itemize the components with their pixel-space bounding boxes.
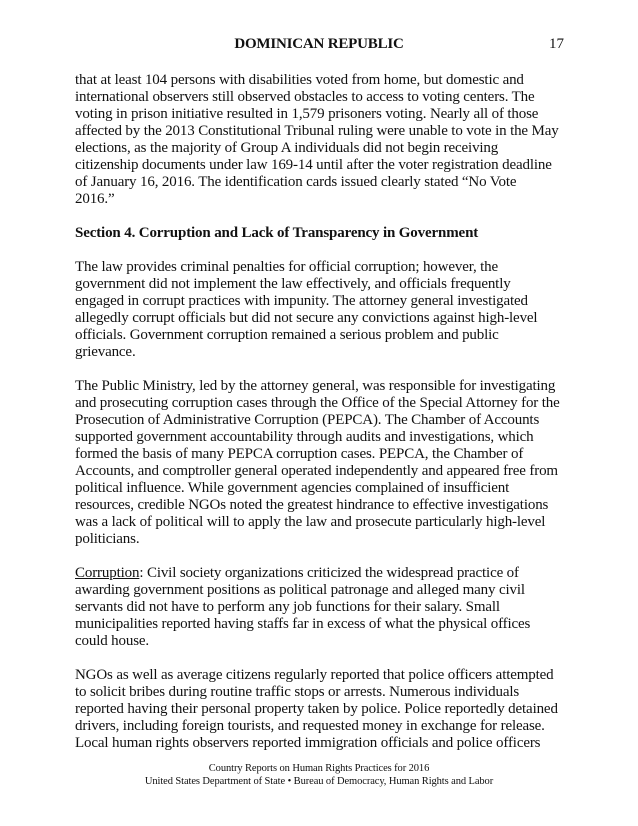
text-line: Local human rights observers reported immigration officials and police officers	[75, 735, 541, 751]
footer-line-report: Country Reports on Human Rights Practices for 2016	[208, 763, 430, 774]
text-line: and prosecuting corruption cases through the Office of the Special Attorney for the	[75, 395, 560, 411]
text-line: resources, credible NGOs noted the greatest hindrance to effective investigations	[75, 497, 549, 513]
paragraph-voting	[75, 72, 575, 208]
page-footer	[0, 762, 638, 788]
paragraph-public-ministry	[75, 378, 575, 548]
text-line: citizenship documents under law 169-14 until after the voter registration deadline	[75, 157, 552, 173]
paragraph-law-penalties	[75, 259, 575, 361]
text-line: of January 16, 2016. The identification cards issued clearly stated “No Vote	[75, 174, 517, 190]
text-span: : Civil society organizations criticized the widespread practice of	[139, 565, 519, 581]
text-line: could house.	[75, 633, 150, 649]
text-line: Prosecution of Administrative Corruption (PEPCA). The Chamber of Accounts	[75, 412, 540, 428]
text-line: was a lack of political will to apply the law and prosecute particularly high-level	[75, 514, 546, 530]
text-line: allegedly corrupt officials but did not secure any convictions against high-level	[75, 310, 538, 326]
text-line: 2016.”	[75, 191, 115, 207]
text-line: formed the basis of many PEPCA corruption cases. PEPCA, the Chamber of	[75, 446, 524, 462]
paragraph-ngos-police	[75, 667, 575, 752]
text-line: to solicit bribes during routine traffic stops or arrests. Numerous individuals	[75, 684, 520, 700]
text-line: NGOs as well as average citizens regularly reported that police officers attempted	[75, 667, 554, 683]
text-line: government did not implement the law effectively, and officials frequently	[75, 276, 511, 292]
text-line: municipalities reported having staffs far in excess of what the physical offices	[75, 616, 531, 632]
page-header	[0, 36, 638, 56]
text-line	[75, 565, 575, 582]
header-title: DOMINICAN REPUBLIC	[234, 36, 404, 52]
text-line: politicians.	[75, 531, 140, 547]
page-number: 17	[549, 36, 564, 52]
text-line: drivers, including foreign tourists, and requested money in exchange for release.	[75, 718, 545, 734]
text-line: voting in prison initiative resulted in 1,579 prisoners voting. Nearly all of those	[75, 106, 539, 122]
text-line: international observers still observed obstacles to access to voting centers. The	[75, 89, 535, 105]
text-line: Accounts, and comptroller general operated independently and appeared free from	[75, 463, 558, 479]
text-line: servants did not have to perform any job functions for their salary. Small	[75, 599, 500, 615]
text-line: The law provides criminal penalties for official corruption; however, the	[75, 259, 499, 275]
text-line: The Public Ministry, led by the attorney general, was responsible for investigating	[75, 378, 556, 394]
text-line: reported having their personal property taken by police. Police reportedly detained	[75, 701, 558, 717]
section-4-block	[75, 225, 575, 242]
text-line: supported government accountability through audits and investigations, which	[75, 429, 534, 445]
text-line: awarding government positions as political patronage and alleged many civil	[75, 582, 525, 598]
paragraph-corruption	[75, 565, 575, 650]
text-line: political influence. While government agencies complained of insufficient	[75, 480, 510, 496]
subheading-corruption: Corruption	[75, 565, 140, 581]
text-line: affected by the 2013 Constitutional Tribunal ruling were unable to vote in the May	[75, 123, 559, 139]
footer-line-department: United States Department of State • Bureau of Democracy, Human Rights and Labor	[144, 776, 494, 787]
text-line: engaged in corrupt practices with impunity. The attorney general investigated	[75, 293, 528, 309]
text-line: officials. Government corruption remained a serious problem and public	[75, 327, 499, 343]
section-heading: Section 4. Corruption and Lack of Transparency in Government	[75, 225, 479, 241]
text-line: elections, as the majority of Group A individuals did not begin receiving	[75, 140, 499, 156]
text-line: grievance.	[75, 344, 136, 360]
document-body	[75, 72, 575, 769]
text-line: that at least 104 persons with disabilities voted from home, but domestic and	[75, 72, 524, 88]
